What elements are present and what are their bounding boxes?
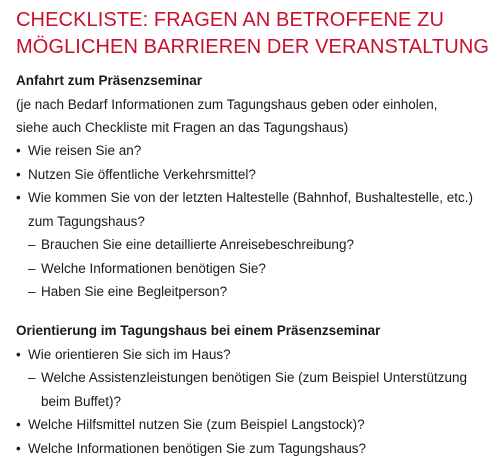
dash-marker: –: [28, 370, 36, 385]
note-line-2: siehe auch Checkliste mit Fragen an das Tagungshaus): [16, 120, 349, 135]
list-item: [16, 343, 492, 414]
sub-list-item-text-line-2: beim Buffet)?: [41, 393, 122, 409]
title-line-1: CHECKLISTE: FRAGEN AN BETROFFENE ZU: [16, 9, 445, 31]
checklist: [16, 139, 492, 304]
note-line-1: (je nach Bedarf Informationen zum Tagungshaus geben oder einholen,: [16, 97, 438, 112]
list-item: [16, 186, 492, 304]
sub-list-item: [28, 233, 492, 257]
section-anfahrt: [16, 69, 492, 304]
list-item: [16, 437, 492, 461]
bullet-marker: •: [16, 346, 21, 362]
sub-list-item: [28, 280, 492, 304]
list-item-text-line-1: Wie kommen Sie von der letzten Haltestelle (Bahnhof, Bushaltestelle, etc.): [28, 190, 473, 205]
list-item-text: Nutzen Sie öffentliche Verkehrsmittel?: [28, 166, 256, 182]
list-item-text: Wie orientieren Sie sich im Haus?: [28, 346, 231, 362]
bullet-marker: •: [16, 417, 21, 432]
sub-checklist: [28, 366, 492, 413]
dash-marker: –: [28, 237, 36, 252]
section-orientierung: [16, 319, 492, 461]
dash-marker: –: [28, 284, 36, 299]
list-item: [16, 139, 492, 163]
sub-list-item-text: Welche Informationen benötigen Sie?: [41, 260, 266, 276]
section-heading: Orientierung im Tagungshaus bei einem Präsenzseminar: [16, 322, 381, 338]
sub-list-item: [28, 257, 492, 281]
dash-marker: –: [28, 260, 36, 276]
section-heading: Anfahrt zum Präsenzseminar: [16, 73, 203, 88]
sub-list-item-text: Haben Sie eine Begleitperson?: [41, 284, 228, 299]
title-line-2: MÖGLICHEN BARRIEREN DER VERANSTALTUNG: [16, 36, 490, 58]
list-item-text: Welche Informationen benötigen Sie zum Tagungshaus?: [28, 440, 366, 456]
bullet-marker: •: [16, 190, 21, 205]
list-item-text: Welche Hilfsmittel nutzen Sie (zum Beispiel Langstock)?: [28, 417, 365, 432]
sub-list-item: [28, 366, 492, 413]
section-note: [16, 93, 492, 139]
bullet-marker: •: [16, 440, 21, 456]
page-title: [16, 7, 492, 61]
document-page: [16, 7, 492, 460]
bullet-marker: •: [16, 143, 21, 158]
list-item-text: Wie reisen Sie an?: [28, 143, 142, 158]
list-item: [16, 163, 492, 187]
sub-list-item-text-line-1: Welche Assistenzleistungen benötigen Sie (zum Beispiel Unterstützung: [41, 370, 467, 385]
checklist: [16, 343, 492, 461]
list-item: [16, 413, 492, 437]
list-item-text-line-2: zum Tagungshaus?: [28, 213, 145, 229]
sub-checklist: [28, 233, 492, 304]
bullet-marker: •: [16, 166, 21, 182]
sub-list-item-text: Brauchen Sie eine detaillierte Anreisebeschreibung?: [41, 237, 354, 252]
